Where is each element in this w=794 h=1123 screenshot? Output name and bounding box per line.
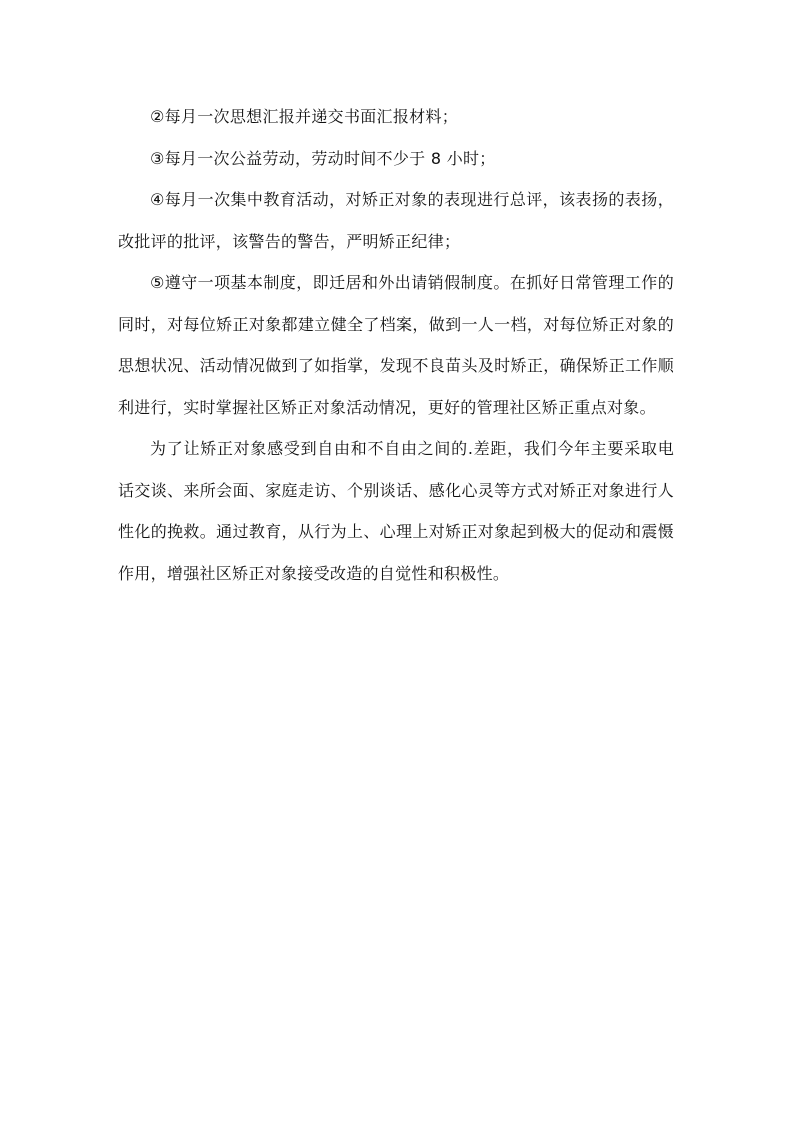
paragraph-item-2: ②每月一次思想汇报并递交书面汇报材料； [150, 107, 459, 126]
paragraph-summary: 为了让矫正对象感受到自由和不自由之间的.差距，我们今年主要采取电话交谈、来所会面、家庭走访、个别谈话、感化心灵等方式对矫正对象进行人性化的挽救。通过教育，从行为上、心理上对矫正对象起到极大的促动和震慑作用，增强社区矫正对象接受改造的自觉性和积极性。 [118, 439, 674, 583]
paragraph-item-4: ④每月一次集中教育活动，对矫正对象的表现进行总评，该表扬的表扬，改批评的批评，该警告的警告，严明矫正纪律； [118, 190, 674, 251]
document-body [118, 96, 674, 594]
paragraph-item-3: ③每月一次公益劳动，劳动时间不少于 8 小时； [150, 148, 496, 168]
paragraph-item-5: ⑤遵守一项基本制度，即迁居和外出请销假制度。在抓好日常管理工作的同时，对每位矫正对象都建立健全了档案，做到一人一档，对每位矫正对象的思想状况、活动情况做到了如指掌，发现不良苗头及时矫正，确保矫正工作顺利进行，实时掌握社区矫正对象活动情况，更好的管理社区矫正重点对象。 [118, 273, 674, 417]
